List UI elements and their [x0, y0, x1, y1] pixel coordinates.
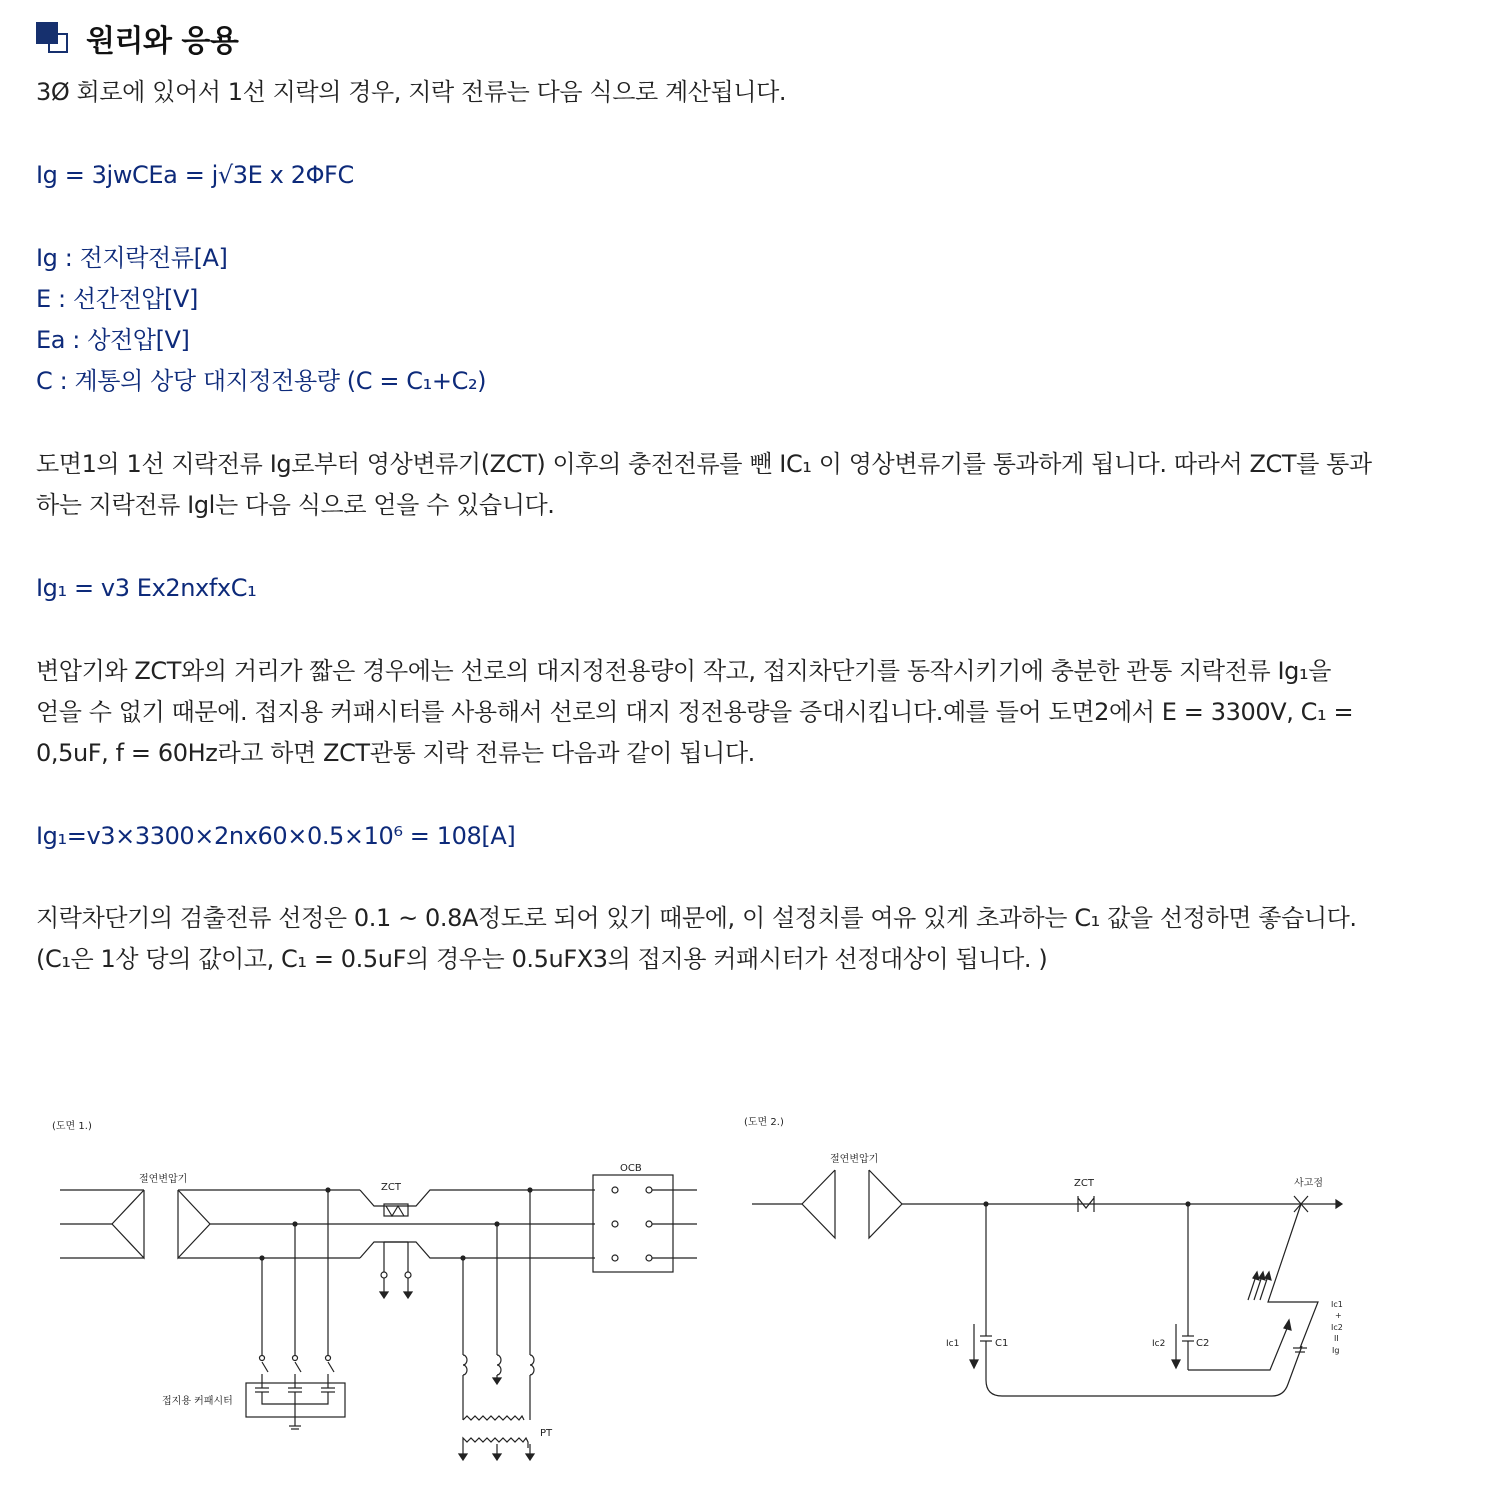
circuit-figures [0, 1100, 1500, 1500]
definition-c: C : 계통의 상당 대지정전용량 (C = C₁+C₂) [36, 367, 487, 395]
figure-2-ic2-label: Ic2 [1152, 1339, 1166, 1349]
figure-2-sum-equals: II [1334, 1334, 1339, 1343]
paragraph-4-line-2: (C₁은 1상 당의 값이고, C₁ = 0.5uF의 경우는 0.5uFX3의 접지용 커패시터가 선정대상이 됩니다. ) [36, 945, 1048, 973]
figure-2-sum-ic1: Ic1 [1331, 1300, 1343, 1309]
formula-ig1: Ig₁ = v3 Ex2nxfxC₁ [36, 574, 257, 602]
definition-ig: Ig : 전지락전류[A] [36, 244, 228, 272]
paragraph-2-line-2: 하는 지락전류 Igl는 다음 식으로 얻을 수 있습니다. [36, 491, 555, 519]
figure-1-pt-label: PT [540, 1428, 553, 1439]
figure-2-sum-ic2: Ic2 [1331, 1323, 1343, 1332]
figure-1-diagram [52, 1119, 697, 1460]
definition-ea: Ea : 상전압[V] [36, 326, 190, 354]
formula-ig: Ig = 3jwCEa = j√3E x 2ΦFC [36, 161, 354, 189]
figure-2-ic1-label: Ic1 [946, 1339, 960, 1349]
paragraph-3-line-1: 변압기와 ZCT와의 거리가 짧은 경우에는 선로의 대지정전용량이 작고, 접지차단기를 동작시키기에 충분한 관통 지락전류 Ig₁을 [36, 657, 1332, 685]
figure-2-c2-label: C2 [1196, 1338, 1210, 1349]
intro-text: 3Ø 회로에 있어서 1선 지락의 경우, 지락 전류는 다음 식으로 계산됩니다. [36, 78, 787, 106]
figure-2-caption: (도면 2.) [744, 1117, 784, 1128]
definition-e: E : 선간전압[V] [36, 285, 198, 313]
paragraph-4-line-1: 지락차단기의 검출전류 선정은 0.1 ~ 0.8A정도로 되어 있기 때문에, 이 설정치를 여유 있게 초과하는 C₁ 값을 선정하면 좋습니다. [36, 904, 1357, 932]
figure-1-zct-label: ZCT [381, 1182, 401, 1193]
formula-ig1-example: Ig₁=v3×3300×2nx60×0.5×10⁶ = 108[A] [36, 822, 516, 850]
figure-2-diagram [744, 1115, 1343, 1396]
figure-2-transformer-label: 절연변압기 [830, 1154, 879, 1165]
figure-2-fault-label: 사고점 [1294, 1178, 1323, 1189]
paragraph-3-line-2: 얻을 수 없기 때문에. 접지용 커패시터를 사용해서 선로의 대지 정전용량을 증대시킵니다.예를 들어 도면2에서 E = 3300V, C₁ = [36, 698, 1354, 726]
figure-1-capacitor-label: 접지용 커패시터 [162, 1396, 233, 1407]
heading-squares-icon [36, 20, 72, 56]
figure-2-sum-ig: Ig [1332, 1346, 1340, 1355]
section-heading [36, 16, 238, 60]
figure-1-transformer-label: 절연변압기 [139, 1174, 188, 1185]
figure-2-sum-plus: + [1335, 1311, 1342, 1320]
paragraph-3-line-3: 0,5uF, f = 60Hz라고 하면 ZCT관통 지락 전류는 다음과 같이 됩니다. [36, 739, 755, 767]
figure-2-zct-label: ZCT [1074, 1178, 1094, 1189]
heading-title: 원리와 응용 [86, 24, 239, 59]
paragraph-2-line-1: 도면1의 1선 지락전류 Ig로부터 영상변류기(ZCT) 이후의 충전전류를 뺀 IC₁ 이 영상변류기를 통과하게 됩니다. 따라서 ZCT를 통과 [36, 450, 1372, 478]
figure-1-ocb-label: OCB [620, 1163, 642, 1174]
figure-2-c1-label: C1 [995, 1338, 1009, 1349]
figure-1-caption: (도면 1.) [52, 1121, 92, 1132]
